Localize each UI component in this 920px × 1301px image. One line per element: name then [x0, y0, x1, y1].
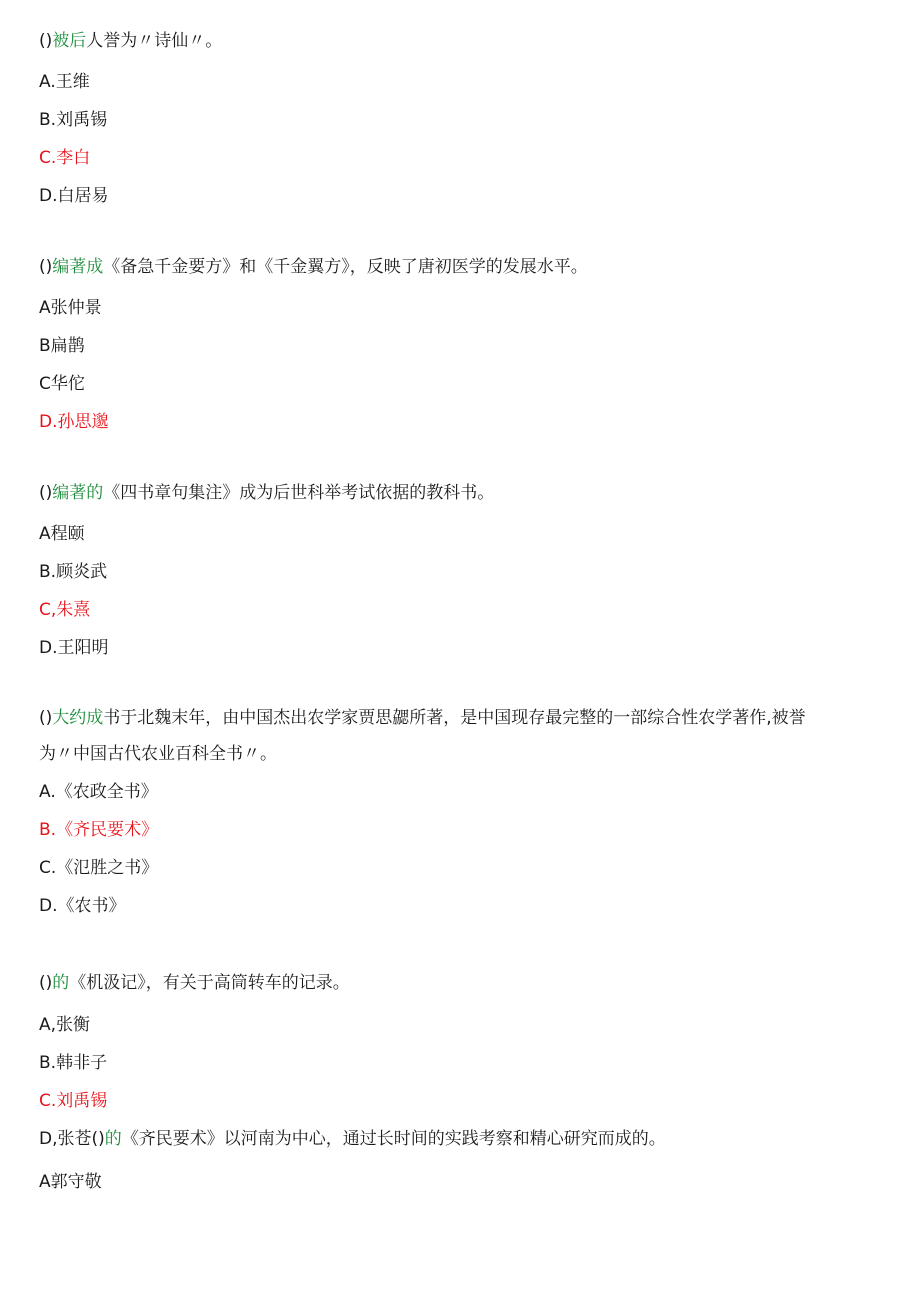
stem-prefix: ()	[39, 31, 53, 51]
stem-text: 《机汲记》，有关于高筒转车的记录。	[69, 973, 350, 993]
question-4-stem	[39, 707, 806, 729]
option-c-answer: C.刘禹锡	[39, 1091, 108, 1111]
stem-text: 人誉为〃诗仙〃。	[86, 31, 223, 51]
question-5-stem	[39, 972, 350, 994]
option-d-answer: D.孙思邈	[39, 412, 109, 432]
stem-text: 《备急千金要方》和《千金翼方》，反映了唐初医学的发展水平。	[103, 257, 588, 277]
question-2-stem	[39, 256, 588, 278]
question-4-stem-line2: 为〃中国古代农业百科全书〃。	[39, 744, 277, 764]
stem-text: 书于北魏末年，由中国杰出农学家贾思勰所著，是中国现存最完整的一部综合性农学著作,被誉	[103, 708, 806, 728]
option-d: D.《农书》	[39, 896, 126, 916]
stem-prefix: ()	[39, 257, 53, 277]
question-6-stem	[39, 1128, 666, 1150]
stem-prefix: D,张苍()	[39, 1129, 105, 1149]
option-a: A张仲景	[39, 298, 102, 318]
stem-text: 《齐民要术》以河南为中心，通过长时间的实践考察和精心研究而成的。	[121, 1129, 666, 1149]
option-a: A.《农政全书》	[39, 782, 158, 802]
stem-prefix: ()	[39, 483, 53, 503]
option-b: B.刘禹锡	[39, 110, 108, 130]
stem-highlight: 的	[52, 973, 70, 993]
option-c: C.《氾胜之书》	[39, 858, 159, 878]
option-b: B.顾炎武	[39, 562, 108, 582]
stem-highlight: 编著成	[52, 257, 104, 277]
option-b-answer: B.《齐民要术》	[39, 820, 159, 840]
option-a: A程颐	[39, 524, 85, 544]
stem-prefix: ()	[39, 708, 53, 728]
stem-highlight: 被后	[52, 31, 87, 51]
option-a: A,张衡	[39, 1015, 91, 1035]
option-d: D.王阳明	[39, 638, 109, 658]
option-a: A.王维	[39, 72, 90, 92]
option-c-answer: C,朱熹	[39, 600, 91, 620]
stem-highlight: 大约成	[52, 708, 104, 728]
option-b: B扁鹊	[39, 336, 85, 356]
option-a: A郭守敬	[39, 1172, 102, 1192]
stem-prefix: ()	[39, 973, 53, 993]
option-d: D.白居易	[39, 186, 109, 206]
option-c: C华佗	[39, 374, 85, 394]
option-b: B.韩非子	[39, 1053, 108, 1073]
stem-text: 《四书章句集注》成为后世科举考试依据的教科书。	[103, 483, 495, 503]
stem-highlight: 编著的	[52, 483, 104, 503]
question-1-stem	[39, 30, 222, 52]
question-3-stem	[39, 482, 494, 504]
stem-highlight: 的	[104, 1129, 122, 1149]
option-c-answer: C.李白	[39, 148, 91, 168]
